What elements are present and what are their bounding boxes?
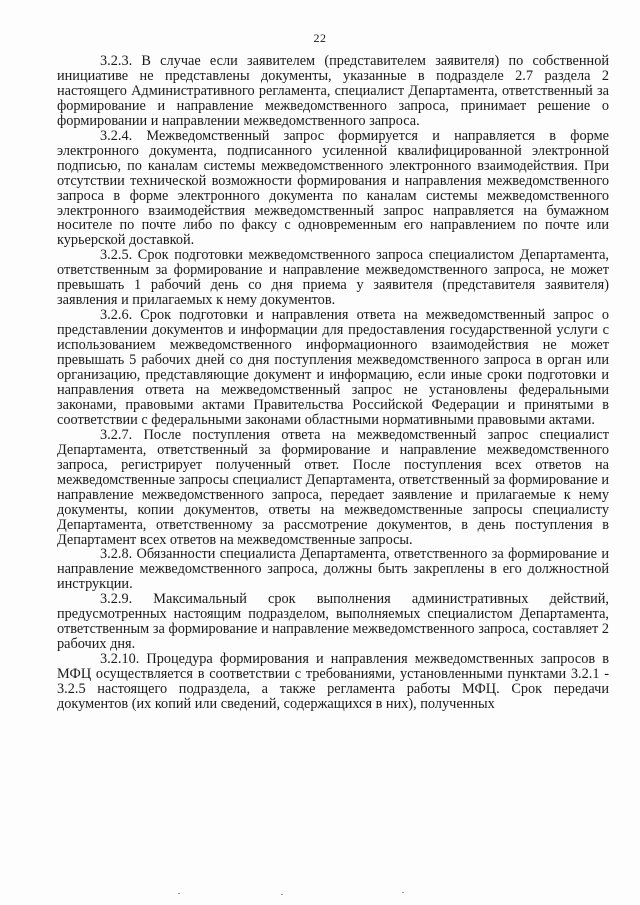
paragraph-3-2-6: 3.2.6. Срок подготовки и направления ответа на межведомственный запрос о представлении документов и информации для предоставления государственной услуги с использованием межведомственного информационного взаимодействия не может превышать 5 рабочих дней со дня поступления межведомственного запроса в орган или организацию, представляющие документ и информацию, если иные сроки подготовки и направления ответа на межведомственный запрос не установлены федеральными законами, правовыми актами Правительства Российской Федерации и принятыми в соответствии с федеральными законами областными нормативными правовыми актами.: [57, 307, 609, 428]
scan-speck: [178, 893, 180, 894]
paragraph-3-2-8: 3.2.8. Обязанности специалиста Департамента, ответственного за формирование и направление межведомственного запроса, должны быть закреплены в его должностной инструкции.: [57, 546, 609, 593]
page-number: 22: [313, 31, 327, 45]
document-body: [57, 54, 609, 712]
paragraph-3-2-7: 3.2.7. После поступления ответа на межведомственный запрос специалист Департамента, ответственный за формирование и направление межведомственного запроса, регистрирует полученный ответ. После поступления всех ответов на межведомственные запросы специалист Департамента, ответственный за формирование и направление межведомственного запроса, передает заявление и прилагаемые к нему документы, копии документов, ответы на межведомственные запросы специалисту Департамента, ответственному за рассмотрение документов, в день поступления в Департамент всех ответов на межведомственные запросы.: [57, 426, 609, 548]
scan-artifacts: [150, 891, 450, 897]
scan-speck: [402, 892, 404, 893]
paragraph-3-2-10: 3.2.10. Процедура формирования и направления межведомственных запросов в МФЦ осуществляется в соответствии с требованиями, установленными пунктами 3.2.1 - 3.2.5 настоящего подраздела, а также регламента работы МФЦ. Срок передачи документов (их копий или сведений, содержащихся в них), полученных: [57, 651, 609, 712]
scan-speck: [281, 894, 283, 895]
paragraph-3-2-3: 3.2.3. В случае если заявителем (представителем заявителя) по собственной инициативе не представлены документы, указанные в подразделе 2.7 раздела 2 настоящего Административного регламента, специалист Департамента, ответственный за формирование и направление межведомственного запроса, принимает решение о формировании и направлении межведомственного запроса.: [57, 53, 609, 129]
paragraph-3-2-9: 3.2.9. Максимальный срок выполнения административных действий, предусмотренных настоящим подразделом, выполняемых специалистом Департамента, ответственным за формирование и направление межведомственного запроса, составляет 2 рабочих дня.: [57, 591, 609, 653]
paragraph-3-2-4: 3.2.4. Межведомственный запрос формируется и направляется в форме электронного документа, подписанного усиленной квалифицированной электронной подписью, по каналам системы межведомственного электронного взаимодействия. При отсутствии технической возможности формирования и направления межведомственного запроса в форме электронного документа по каналам системы межведомственного электронного взаимодействия межведомственный запрос направляется на бумажном носителе по почте либо по факсу с одновременным его направлением по почте или курьерской доставкой.: [57, 127, 609, 249]
paragraph-3-2-5: 3.2.5. Срок подготовки межведомственного запроса специалистом Департамента, ответственным за формирование и направление межведомственного запроса, не может превышать 1 рабочий день со дня приема у заявителя (представителя заявителя) заявления и прилагаемых к нему документов.: [57, 247, 609, 309]
